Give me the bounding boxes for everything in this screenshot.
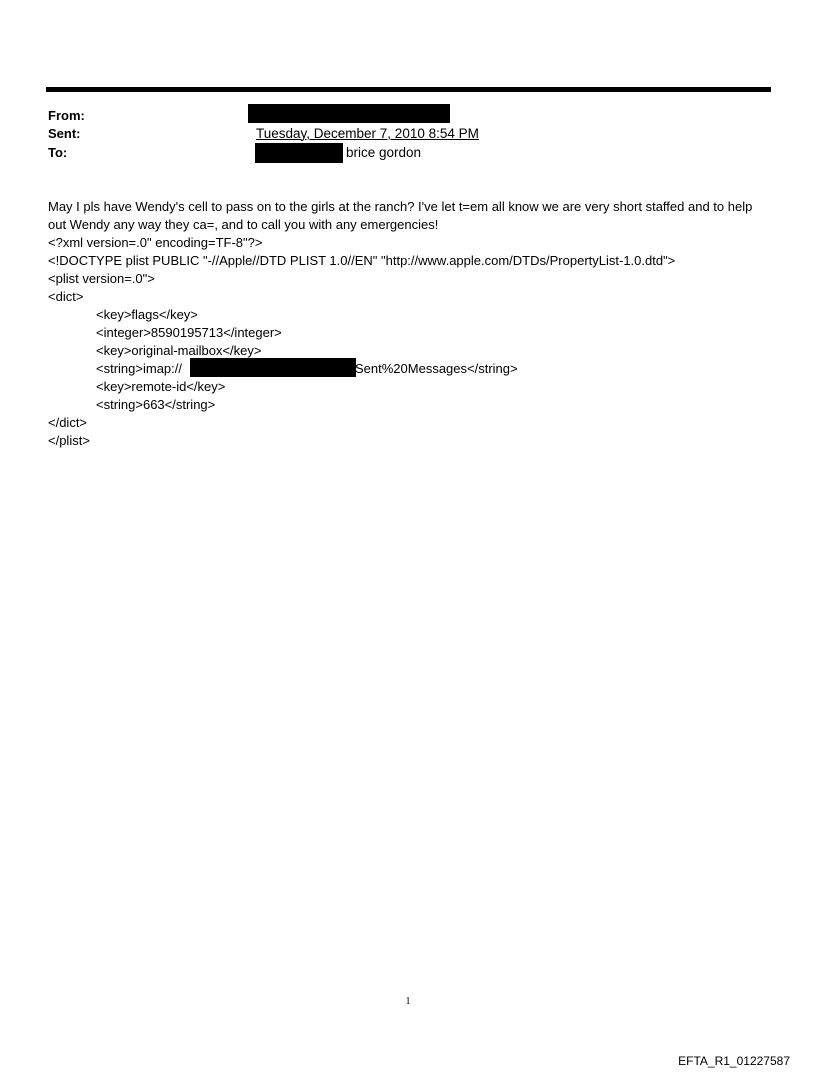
imap-redaction (190, 358, 356, 377)
string-remote-line: <string>663</string> (96, 397, 216, 412)
key-remote-line: <key>remote-id</key> (96, 379, 226, 394)
dict-open-line: <dict> (48, 289, 84, 304)
to-label: To: (48, 145, 68, 160)
doctype-line: <!DOCTYPE plist PUBLIC "-//Apple//DTD PLIST 1.0//EN" "http://www.apple.com/DTDs/PropertyList-1.0.dtd"> (48, 253, 676, 268)
header-rule (46, 87, 771, 92)
from-label: From: (48, 108, 85, 123)
dict-close-line: </dict> (48, 415, 88, 430)
plist-close-line: </plist> (48, 433, 90, 448)
sent-label: Sent: (48, 126, 81, 141)
xml-declaration: <?xml version=.0" encoding=TF-8"?> (48, 235, 263, 250)
from-redaction (248, 104, 450, 123)
string-imap-prefix: <string>imap:// (96, 361, 182, 376)
integer-flags-line: <integer>8590195713</integer> (96, 325, 282, 340)
key-mailbox-line: <key>original-mailbox</key> (96, 343, 262, 358)
message-paragraph: May I pls have Wendy's cell to pass on to the girls at the ranch? I've let t=em all know we are very short staffed and to help out Wendy any way they ca=, and to call you with any emergencies! (48, 199, 753, 232)
page-number: 1 (405, 996, 411, 1007)
document-id: EFTA_R1_01227587 (678, 1054, 790, 1068)
plist-open-line: <plist version=.0"> (48, 271, 155, 286)
key-flags-line: <key>flags</key> (96, 307, 198, 322)
to-redaction (255, 143, 343, 163)
sent-value: Tuesday, December 7, 2010 8:54 PM (256, 126, 479, 141)
to-value: brice gordon (346, 145, 422, 160)
string-imap-suffix: Sent%20Messages</string> (355, 361, 518, 376)
